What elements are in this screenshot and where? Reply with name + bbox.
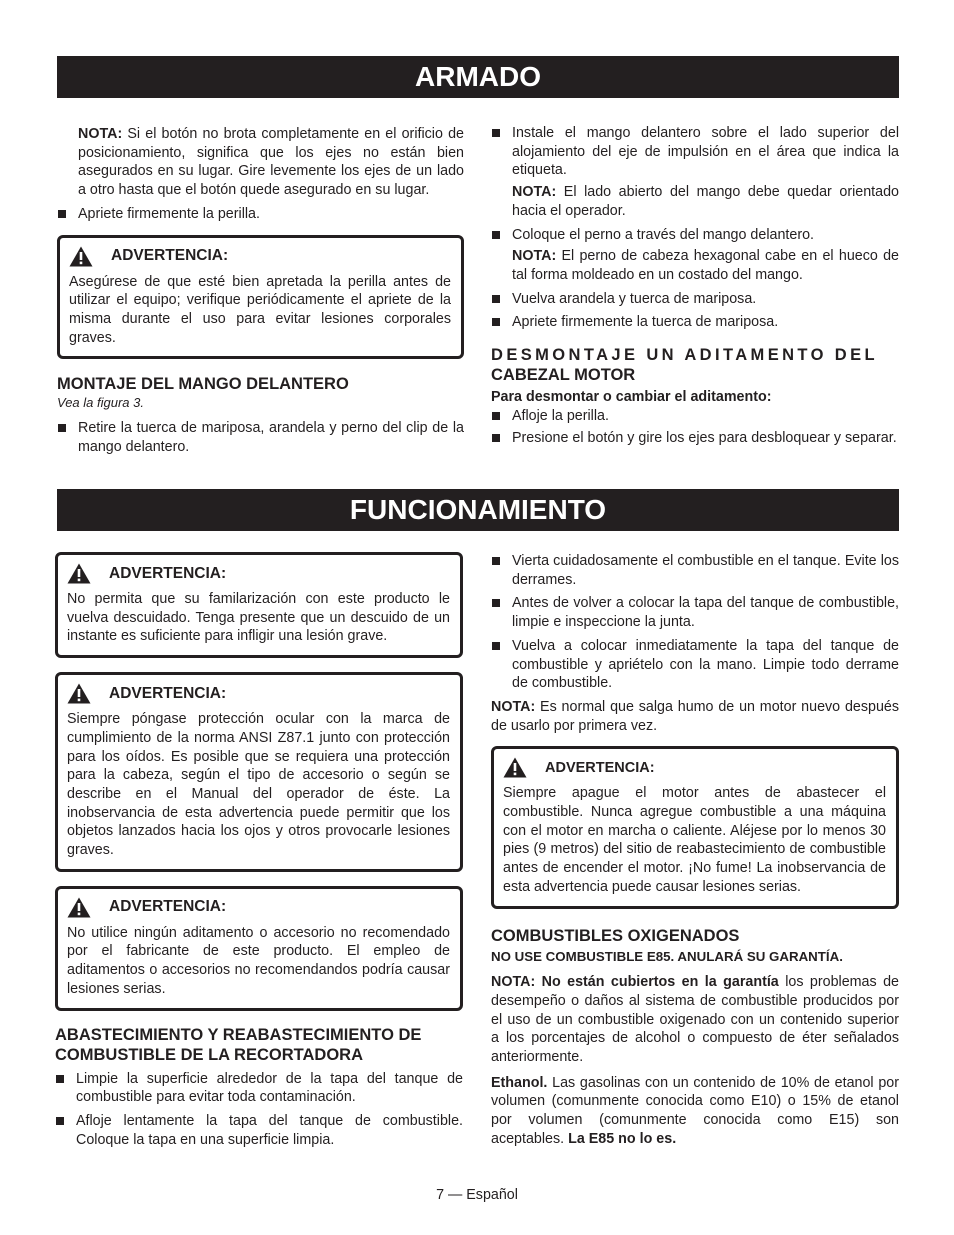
warning-triangle-icon	[67, 563, 91, 584]
warning-title	[503, 757, 886, 778]
subheading-no-use-e85: NO USE COMBUSTIBLE E85. ANULARÁ SU GARANTÍA.	[491, 948, 843, 964]
heading-montaje-mango: MONTAJE DEL MANGO DELANTERO	[57, 375, 349, 394]
heading-desmontaje-line2: CABEZAL MOTOR	[491, 366, 636, 385]
bullet-presione-boton: Presione el botón y gire los ejes para desbloquear y separar.	[491, 429, 899, 448]
bullet-apriete-perilla: Apriete firmemente la perilla.	[57, 205, 464, 224]
paragraph-ethanol	[491, 1074, 899, 1149]
bullet-vierta-combustible: Vierta cuidadosamente el combustible en el tanque. Evite los derrames.	[491, 552, 899, 589]
warning-title-text: ADVERTENCIA:	[109, 564, 227, 582]
nota-label: NOTA:	[491, 698, 536, 715]
armado-right-column	[491, 124, 899, 448]
nota-text: El perno de cabeza hexagonal cabe en el hueco de tal forma moldeado en un costado del mango.	[512, 248, 899, 283]
warning-box-motor	[491, 746, 899, 908]
nota-text: El lado abierto del mango debe quedar orientado hacia el operador.	[512, 184, 899, 219]
heading-abastecimiento: ABASTECIMIENTO Y REABASTECIMIENTO DE COMBUSTIBLE DE LA RECORTADORA	[55, 1025, 422, 1064]
bullet-coloque-perno: Coloque el perno a través del mango delantero.	[491, 226, 899, 245]
bullet-instale-mango: Instale el mango delantero sobre el lado superior del alojamiento del eje de impulsión en el área que indica la etiqueta.	[491, 124, 899, 180]
paragraph-text: Las gasolinas con un contenido de 10% de etanol por volumen (comunmente conocida como E10) o 15% de etanol por volumen (comunmente conocida como E15) son aceptables.	[491, 1074, 899, 1147]
bullet-afloje-perilla: Afloje la perilla.	[491, 407, 899, 426]
warning-triangle-icon	[69, 246, 93, 267]
paragraph-text: los problemas de desempeño o daños al sistema de combustible producidos por el uso de un combustible oxigenado con un contenido superior a los porcentajes de alcohol o compuesto de éter señalados anteriormente.	[491, 974, 899, 1066]
nota-perno-hexagonal	[491, 247, 899, 284]
warning-title-text: ADVERTENCIA:	[109, 898, 227, 916]
nota-boton	[57, 125, 464, 200]
page-footer: 7 — Español	[436, 1187, 518, 1203]
figure-reference: Vea la figura 3.	[57, 395, 144, 411]
warning-triangle-icon	[67, 683, 91, 704]
funcionamiento-banner: FUNCIONAMIENTO	[57, 489, 899, 531]
nota-text: Es normal que salga humo de un motor nuevo después de usarlo por primera vez.	[491, 698, 899, 734]
nota-label: NOTA:	[512, 184, 557, 201]
heading-combustibles-oxigenados: COMBUSTIBLES OXIGENADOS	[491, 926, 740, 945]
warning-text: No utilice ningún aditamento o accesorio no recomendado por el fabricante de este producto. El empleo de aditamentos o accesorios no recomendandos podría causar lesiones serias.	[67, 924, 450, 997]
warning-title	[67, 683, 450, 704]
warning-text: Asegúrese de que esté bien apretada la perilla antes de utilizar el equipo; verifique periódicamente el apriete de la misma durante el uso para evitar lesiones corporales graves.	[69, 273, 451, 346]
warning-title-text: ADVERTENCIA:	[109, 684, 227, 702]
bullet-retire-tuerca: Retire la tuerca de mariposa, arandela y perno del clip de la mango delantero.	[57, 419, 464, 456]
paragraph-bold-end: La E85 no lo es.	[568, 1130, 677, 1147]
warning-triangle-icon	[67, 897, 91, 918]
subheading-desmontar: Para desmontar o cambiar el aditamento:	[491, 389, 772, 406]
nota-label: NOTA:	[512, 248, 557, 265]
warning-text: No permita que su familarización con este producto le vuelva descuidado. Tenga presente que un descuido de un instante es suficiente para infligir una lesión grave.	[67, 591, 450, 645]
heading-desmontaje-line1: DESMONTAJE UN ADITAMENTO DEL	[491, 346, 879, 365]
bullet-coloque-tapa: Vuelva a colocar inmediatamente la tapa del tanque de combustible y apriételo con la mano. Limpie todo derrame de combustible.	[491, 637, 899, 693]
warning-box-proteccion-ocular	[55, 672, 463, 872]
nota-label: NOTA:	[78, 126, 123, 142]
warning-title-text: ADVERTENCIA:	[545, 759, 655, 776]
armado-banner: ARMADO	[57, 56, 899, 98]
nota-humo	[491, 698, 899, 735]
warning-triangle-icon	[503, 757, 527, 778]
paragraph-garantia	[491, 973, 899, 1067]
warning-text: Siempre apague el motor antes de abastecer el combustible. Nunca agregue combustible a una máquina con el motor en marcha o caliente. Aléjese por lo menos 30 pies (9 metros) del sitio de reabastecimiento de combustible antes de encender el motor. ¡No fume! La inobservancia de esta advertencia puede causar lesiones serias.	[503, 785, 886, 895]
warning-title-text: ADVERTENCIA:	[111, 247, 229, 265]
bullet-afloje-tapa: Afloje lentamente la tapa del tanque de combustible. Coloque la tapa en una superficie limpia.	[55, 1112, 463, 1149]
warning-box-familiarizacion	[55, 552, 463, 658]
bullet-vuelva-arandela: Vuelva arandela y tuerca de mariposa.	[491, 290, 899, 309]
funcionamiento-left-column	[55, 552, 463, 1149]
nota-lado-abierto	[491, 183, 899, 220]
paragraph-bold-lead: NOTA: No están cubiertos en la garantía	[491, 974, 779, 991]
warning-title	[67, 563, 450, 584]
warning-text: Siempre póngase protección ocular con la marca de cumplimiento de la norma ANSI Z87.1 junto con protección para los oídos. Es posible que se requiera una protección para la cabeza, según el tipo de accesorio o según se describe en el Manual del operador de éste. La inobservancia de esta advertencia puede permitir que los objetos lanzados hacia los ojos y otros provocarle lesiones graves.	[67, 711, 450, 859]
warning-box-aditamento	[55, 886, 463, 1011]
paragraph-bold-lead: Ethanol.	[491, 1074, 548, 1091]
bullet-limpie-junta: Antes de volver a colocar la tapa del tanque de combustible, limpie e inspeccione la junta.	[491, 594, 899, 631]
armado-left-column	[57, 125, 464, 456]
warning-title	[67, 897, 450, 918]
bullet-apriete-tuerca: Apriete firmemente la tuerca de mariposa.	[491, 313, 899, 332]
warning-title	[69, 246, 451, 267]
bullet-limpie-superficie: Limpie la superficie alrededor de la tapa del tanque de combustible para evitar toda contaminación.	[55, 1070, 463, 1107]
nota-text: Si el botón no brota completamente en el orificio de posicionamiento, significa que los ejes no están bien asegurados en su lugar. Gire levemente los ejes de un lado a otro hasta que el botón quede asegurado en su lugar.	[78, 126, 464, 199]
funcionamiento-right-column	[491, 552, 899, 1149]
warning-box-perilla	[57, 235, 464, 360]
